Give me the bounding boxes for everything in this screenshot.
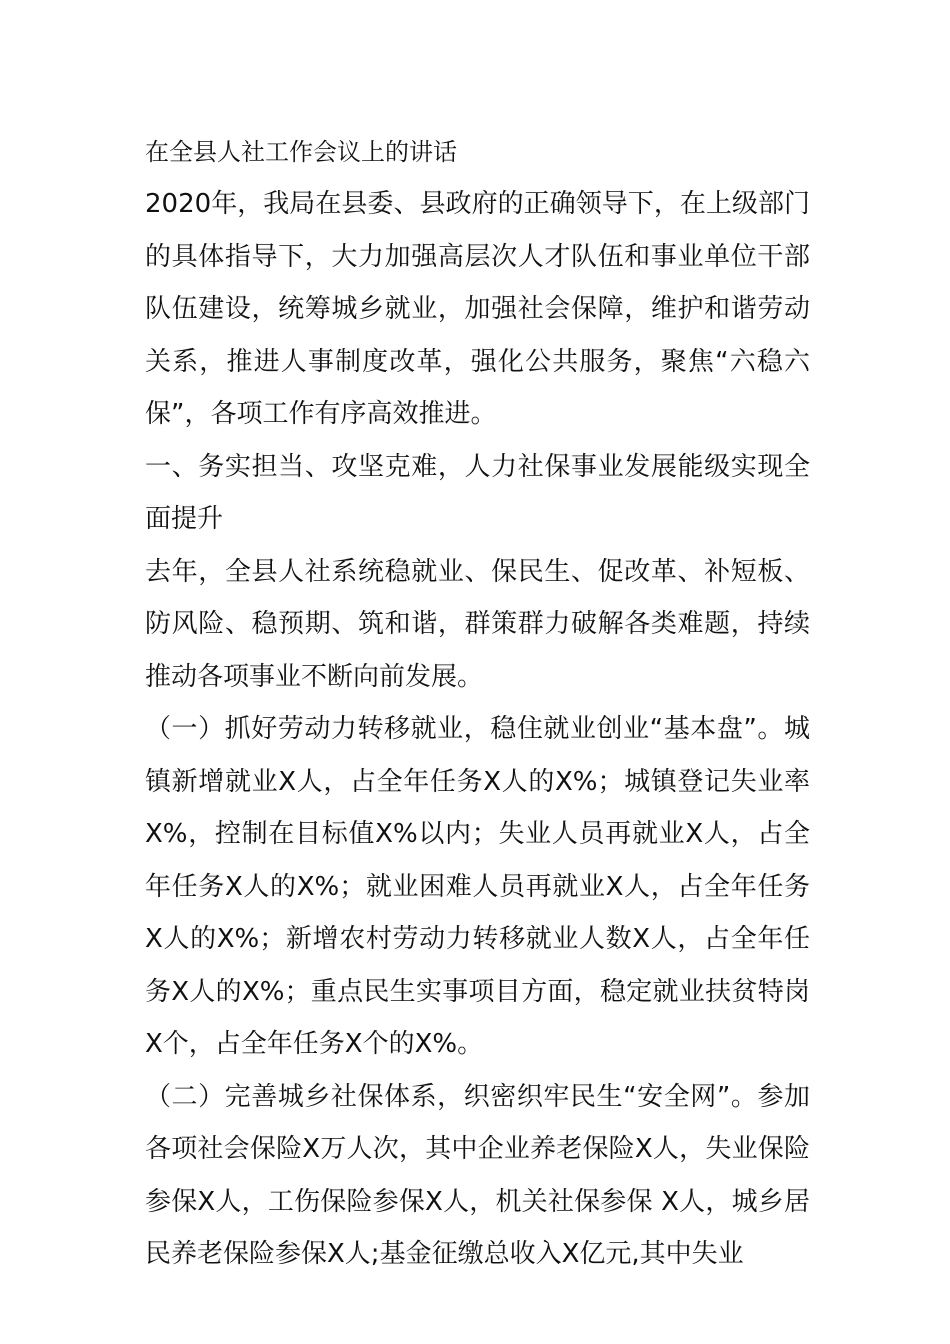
document-body [145,126,810,1281]
document-title: 在全县人社工作会议上的讲话 [145,138,457,166]
paragraph-employment: （一）抓好劳动力转移就业，稳住就业创业“基本盘”。城镇新增就业X人，占全年任务X人的X%；城镇登记失业率X%，控制在目标值X%以内；失业人员再就业X人，占全年任务X人的X%；就业困难人员再就业X人，占全年任务X人的X%；新增农村劳动力转移就业人数X人，占全年任务X人的X%；重点民生实事项目方面，稳定就业扶贫特岗X个，占全年任务X个的X%。 [145,714,810,1059]
paragraph-intro: 2020年，我局在县委、县政府的正确领导下，在上级部门的具体指导下，大力加强高层次人才队伍和事业单位干部队伍建设，统筹城乡就业，加强社会保障，维护和谐劳动关系，推进人事制度改革，强化公共服务，聚焦“六稳六保”，各项工作有序高效推进。 [145,189,810,429]
paragraph-social-security: （二）完善城乡社保体系，织密织牢民生“安全网”。参加各项社会保险X万人次，其中企业养老保险X人，失业保险参保X人，工伤保险参保X人，机关社保参保 X人，城乡居民养老保险参保X人;基金征缴总收入X亿元,其中失业 [145,1081,810,1269]
paragraph-section-1-summary: 去年，全县人社系统稳就业、保民生、促改革、补短板、防风险、稳预期、筑和谐，群策群力破解各类难题，持续推动各项事业不断向前发展。 [145,556,810,692]
section-heading-1: 一、务实担当、攻坚克难，人力社保事业发展能级实现全面提升 [145,451,810,534]
